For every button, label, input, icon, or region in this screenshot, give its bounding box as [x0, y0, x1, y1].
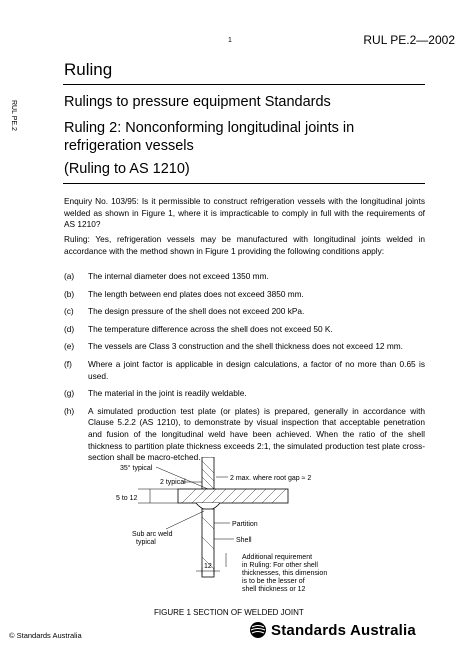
item-text: The design pressure of the shell does not exceed 200 kPa.: [88, 306, 305, 317]
item-text: The material in the joint is readily weldable.: [88, 388, 247, 399]
item-label: (d): [64, 323, 75, 334]
item-text: Where a joint factor is applicable in design calculations, a factor of no more than 0.65 is used.: [88, 358, 425, 381]
label-sub-arc: Sub arc weld: [132, 531, 173, 538]
label-note-3: thicknesses, this dimension: [242, 570, 328, 577]
item-label: (a): [64, 271, 75, 281]
label-root-gap: 2 max. where root gap ≈ 2: [230, 475, 312, 482]
heading-standard: (Ruling to AS 1210): [64, 161, 190, 177]
label-note-5: shell thickness or 12: [242, 586, 306, 593]
label-two-typical: 2 typical: [160, 479, 186, 486]
list-item: [64, 406, 425, 464]
item-label: (f): [64, 358, 72, 369]
divider-heading: [63, 183, 425, 184]
ruling-paragraph: Ruling: Yes, refrigeration vessels may be manufactured with longitudinal joints welded in accordance with the method shown in Figure 1 providing the following conditions apply:: [64, 234, 425, 256]
label-note-1: Additional requirement: [242, 554, 313, 561]
label-angle: 35° typical: [120, 465, 153, 472]
label-five-to-twelve: 5 to 12: [116, 495, 138, 502]
shell-plate: [178, 489, 288, 503]
item-text: The temperature difference across the shell does not exceed 50 K.: [88, 323, 333, 334]
conditions-list: [64, 271, 425, 470]
section-title: Ruling: [64, 60, 113, 79]
label-shell: Shell: [236, 537, 252, 544]
label-twelve: 12: [204, 563, 212, 570]
enquiry-paragraph: Enquiry No. 103/95: Is it permissible to construct refrigeration vessels with the longitudinal joints welded as shown in Figure 1, where it is impracticable to comply in full with the requirements of AS 1210?: [64, 196, 425, 230]
label-sub-arc-typical: typical: [136, 539, 156, 546]
list-item: [64, 341, 425, 353]
side-reference: RUL PE.2: [10, 100, 17, 131]
item-label: (g): [64, 388, 75, 399]
item-text: The vessels are Class 3 construction and the shell thickness does not exceed 12 mm.: [88, 341, 403, 352]
label-note-4: is to be the lesser of: [242, 578, 305, 585]
logo-text: Standards Australia: [271, 621, 416, 639]
partition-plate-upper: [202, 457, 214, 489]
copyright: © Standards Australia: [9, 631, 82, 640]
figure-caption: FIGURE 1 SECTION OF WELDED JOINT: [154, 608, 304, 617]
list-item: [64, 359, 425, 382]
list-item: [64, 289, 425, 301]
page-number: 1: [228, 37, 232, 44]
list-item: [64, 324, 425, 336]
item-label: (h): [64, 405, 75, 416]
list-item: [64, 388, 425, 400]
standards-australia-logo: [249, 621, 416, 639]
item-text: A simulated production test plate (or plates) is prepared, generally in accordance with Clause 5.2.2 (AS 1210), to demonstrate by visual inspection that acceptable penetration and fusion of the longitudinal weld have been achieved. When the ratio of the shell thickness to partition plate thickness exceeds 2:1, the simulated production test plate cross-section shall be macro-etched.: [88, 405, 425, 463]
globe-icon: [249, 621, 267, 639]
document-reference: RUL PE.2—2002: [363, 33, 455, 47]
item-label: (c): [64, 306, 74, 317]
item-label: (e): [64, 341, 75, 352]
list-item: [64, 271, 425, 283]
item-label: (b): [64, 288, 75, 299]
item-text: The internal diameter does not exceed 1350 mm.: [88, 271, 269, 281]
heading-rulings: Rulings to pressure equipment Standards: [64, 94, 331, 110]
heading-ruling-title: Ruling 2: Nonconforming longitudinal joints in refrigeration vessels: [64, 120, 355, 154]
label-partition: Partition: [232, 521, 258, 528]
list-item: [64, 306, 425, 318]
item-text: The length between end plates does not exceed 3850 mm.: [88, 288, 304, 299]
weld-section-figure: [108, 457, 408, 602]
divider-top: [63, 84, 425, 85]
label-note-2: in Ruling: For other shell: [242, 562, 318, 569]
